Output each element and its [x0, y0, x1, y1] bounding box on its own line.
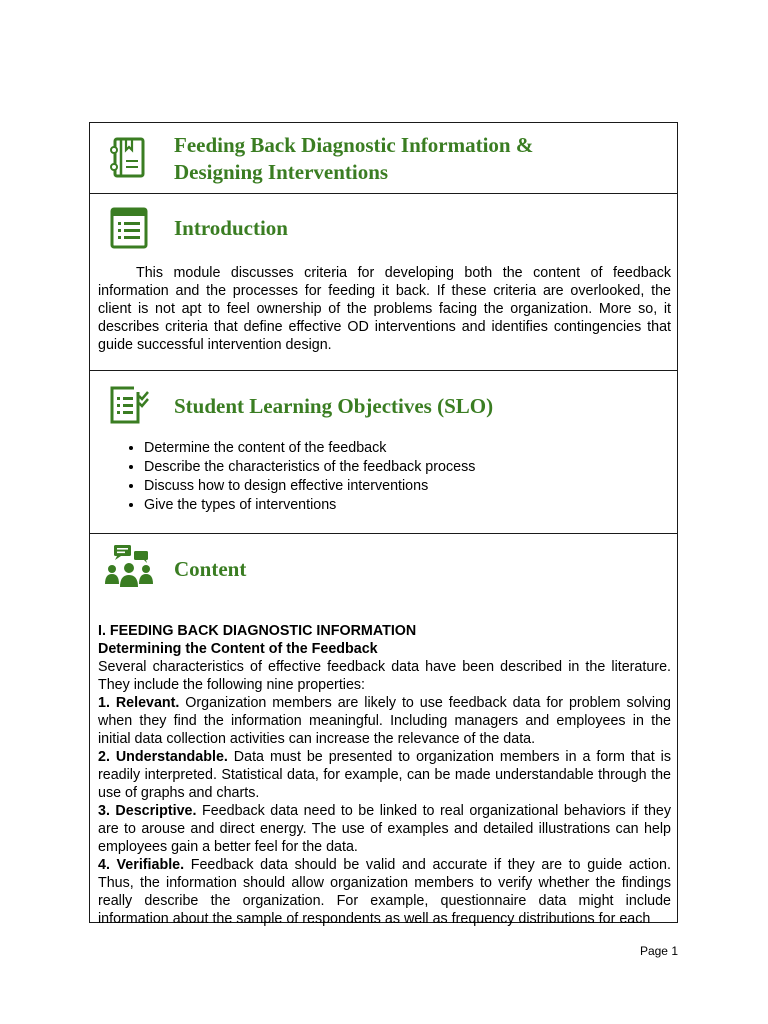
content-intro: Several characteristics of effective feedback data have been described in the literature. They include the following nine properties:	[98, 659, 671, 693]
module-frame	[89, 122, 678, 927]
subsection-title: Determining the Content of the Feedback	[98, 641, 378, 657]
content-section	[90, 534, 677, 927]
property-label: 1. Relevant.	[98, 695, 180, 711]
slo-list	[108, 439, 475, 515]
introduction-text: This module discusses criteria for developing both the content of feedback information and the processes for feeding it back. If these criteria are overlooked, the client is not apt to feel ownership of the problems facing the organization. More so, it describes criteria that define effective OD interventions and identifies contingencies that guide successful intervention design.	[98, 265, 671, 353]
introduction-section	[90, 194, 677, 371]
property-text: Feedback data should be valid and accurate if they are to guide action. Thus, the information should allow organization members to verify whether the findings really describe the organization. For example, questionnaire data might include information about the sample of respondents as well as frequency distributions for each	[98, 857, 671, 927]
property-item	[98, 748, 671, 802]
page-number: Page 1	[639, 944, 678, 958]
module-title-line2: Designing Interventions	[174, 160, 389, 184]
property-item	[98, 802, 671, 856]
group-discussion-icon	[104, 544, 154, 592]
introduction-heading: Introduction	[174, 216, 288, 240]
list-item: • Determine the content of the feedback	[144, 439, 475, 458]
document-list-icon	[110, 207, 148, 249]
slo-heading: Student Learning Objectives (SLO)	[174, 394, 494, 418]
property-label: 2. Understandable.	[98, 749, 228, 765]
property-text: Organization members are likely to use feedback data for problem solving when they find the information meaningful. Including managers and employees in the initial data collection activities can increase the relevance of the data.	[98, 695, 671, 747]
property-text: Feedback data need to be linked to real organizational behaviors if they are to arouse and direct energy. The use of examples and detailed illustrations can help employees gain a better feel for the data.	[98, 803, 671, 855]
module-title-line1: Feeding Back Diagnostic Information &	[174, 133, 534, 157]
property-label: 3. Descriptive.	[98, 803, 197, 819]
slo-section	[90, 371, 677, 534]
content-heading: Content	[174, 557, 247, 581]
list-item: • Discuss how to design effective interventions	[144, 477, 475, 496]
section-title: I. FEEDING BACK DIAGNOSTIC INFORMATION	[98, 623, 417, 639]
checklist-icon	[108, 384, 150, 426]
property-text: Data must be presented to organization members in a form that is readily interpreted. Statistical data, for example, can be made understandable through the use of graphs and charts.	[98, 749, 671, 801]
book-icon	[110, 137, 146, 179]
property-label: 4. Verifiable.	[98, 857, 185, 873]
property-item	[98, 856, 671, 928]
property-item	[98, 694, 671, 748]
module-title	[174, 132, 533, 186]
content-body	[98, 622, 671, 928]
list-item: • Describe the characteristics of the feedback process	[144, 458, 475, 477]
title-section	[90, 123, 677, 194]
introduction-paragraph	[98, 264, 671, 354]
list-item: • Give the types of interventions	[144, 496, 475, 515]
